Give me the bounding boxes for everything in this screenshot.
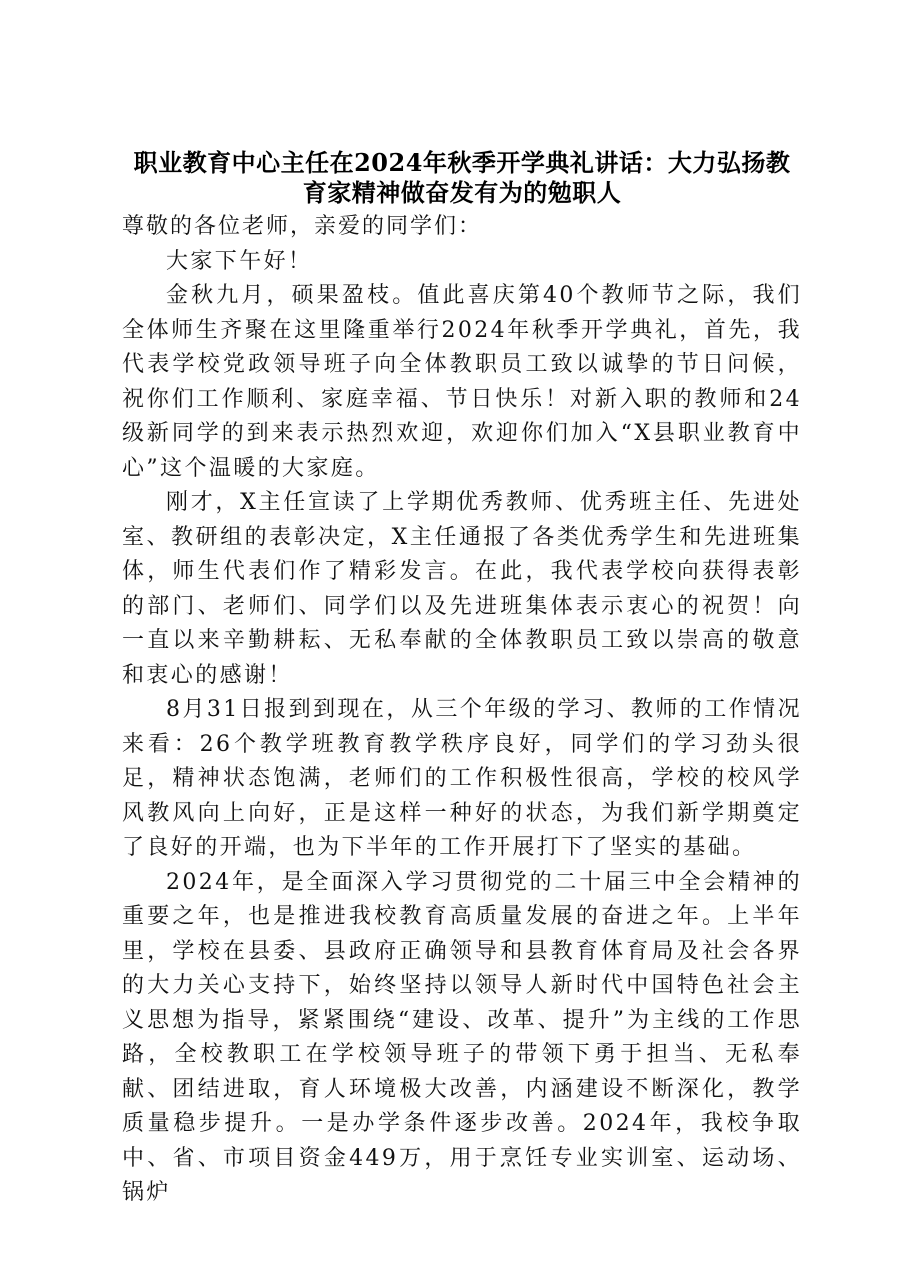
- paragraph-status: 8月31日报到到现在，从三个年级的学习、教师的工作情况来看：26个教学班教育教学秩序良好，同学们的学习劲头很足，精神状态饱满，老师们的工作积极性很高，学校的校风学风教风向上向好，正是这样一种好的状态，为我们新学期奠定了良好的开端，也为下半年的工作开展打下了坚实的基础。: [122, 697, 802, 860]
- document-body: [122, 148, 802, 1211]
- paragraph-review: 2024年，是全面深入学习贯彻党的二十届三中全会精神的重要之年，也是推进我校教育高质量发展的奋进之年。上半年里，学校在县委、县政府正确领导和县教育体育局及社会各界的大力关心支持下，始终坚持以领导人新时代中国特色社会主义思想为指导，紧紧围绕“建设、改革、提升”为主线的工作思路，全校教职工在学校领导班子的带领下勇于担当、无私奉献、团结进取，育人环境极大改善，内涵建设不断深化，教学质量稳步提升。一是办学条件逐步改善。2024年，我校争取中、省、市项目资金449万，用于烹饪专业实训室、运动场、锅炉: [122, 869, 802, 1205]
- paragraph-opening: 金秋九月，硕果盈枝。值此喜庆第40个教师节之际，我们全体师生齐聚在这里隆重举行2024年秋季开学典礼，首先，我代表学校党政领导班子向全体教职员工致以诚挚的节日问候，祝你们工作顺利、家庭幸福、节日快乐！对新入职的教师和24级新同学的到来表示热烈欢迎，欢迎你们加入“X县职业教育中心”这个温暖的大家庭。: [122, 283, 802, 481]
- paragraph-commendation: 刚才，X主任宣读了上学期优秀教师、优秀班主任、先进处室、教研组的表彰决定，X主任通报了各类优秀学生和先进班集体，师生代表们作了精彩发言。在此，我代表学校向获得表彰的部门、老师们、同学们以及先进班集体表示衷心的祝贺！向一直以来辛勤耕耘、无私奉献的全体教职员工致以崇高的敬意和衷心的感谢！: [122, 490, 802, 688]
- paragraph-greeting: 大家下午好！: [166, 248, 313, 274]
- document-title: 职业教育中心主任在2024年秋季开学典礼讲话：大力弘扬教育家精神做奋发有为的勉职人: [133, 148, 791, 207]
- salutation: 尊敬的各位老师，亲爱的同学们：: [122, 214, 483, 239]
